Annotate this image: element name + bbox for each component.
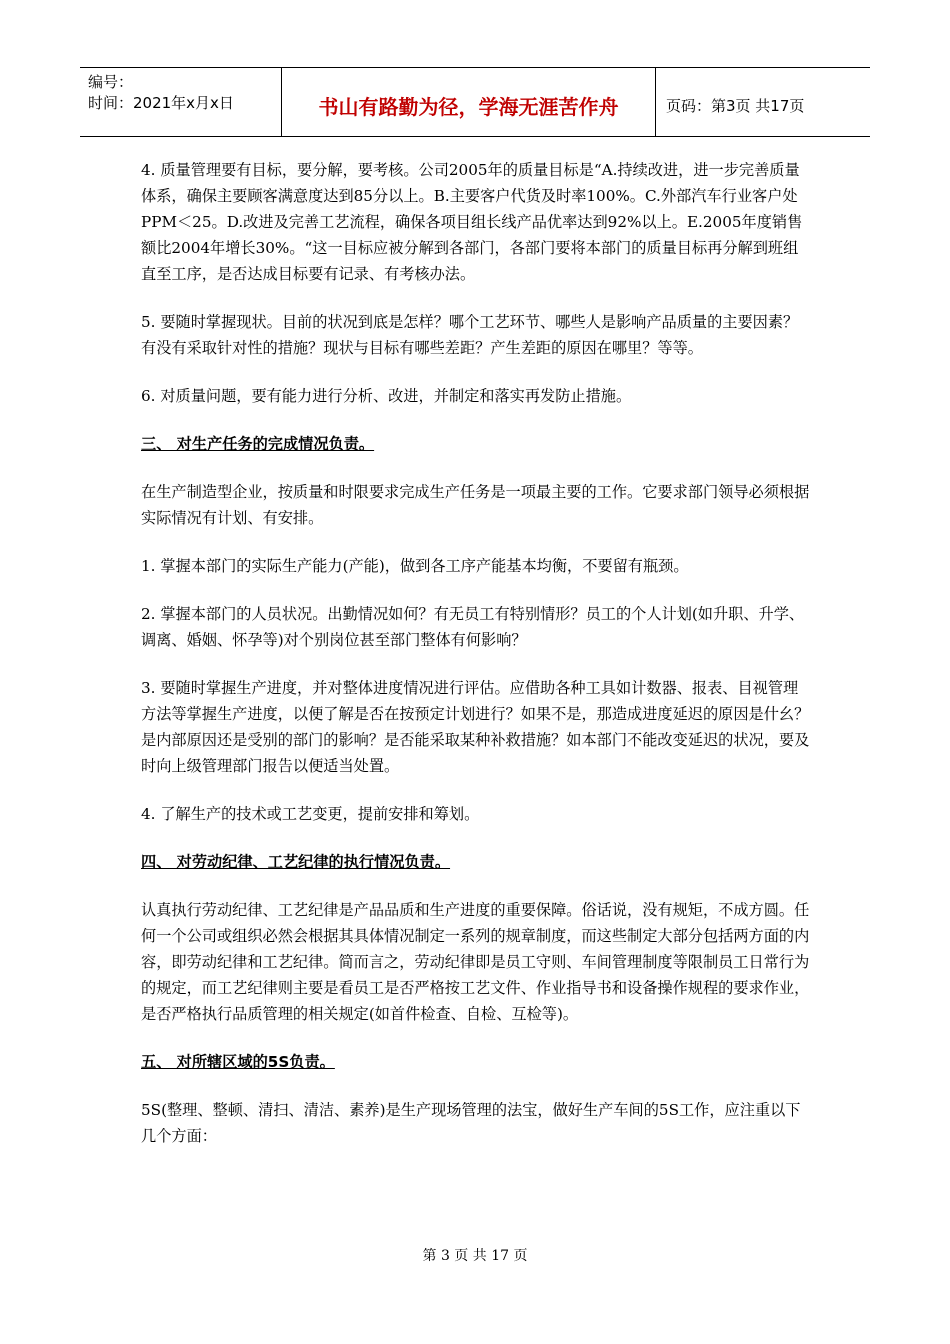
document-body — [141, 157, 811, 1171]
section-heading-4 — [141, 849, 811, 875]
paragraph-tech-change: 4. 了解生产的技术或工艺变更，提前安排和筹划。 — [141, 805, 480, 823]
paragraph-current-status: 5. 要随时掌握现状。目前的状况到底是怎样？哪个工艺环节、哪些人是影响产品质量的主要因素？有没有采取针对性的措施？现状与目标有哪些差距？产生差距的原因在哪里？等等。 — [141, 313, 799, 357]
paragraph-staffing: 2. 掌握本部门的人员状况。出勤情况如何？有无员工有特别情形？员工的个人计划(如升职、升学、调离、婚姻、怀孕等)对个别岗位甚至部门整体有何影响？ — [141, 605, 805, 649]
page-footer: 第 3 页 共 17 页 — [422, 1248, 528, 1264]
document-date-label: 时间：2021年x月x日 — [88, 94, 234, 112]
paragraph-capacity: 1. 掌握本部门的实际生产能力(产能)，做到各工序产能基本均衡，不要留有瓶颈。 — [141, 557, 689, 575]
section-heading-3-text: 三、 对生产任务的完成情况负责。 — [141, 435, 375, 453]
paragraph-quality-goals: 4. 质量管理要有目标，要分解，要考核。公司2005年的质量目标是“A.持续改进，进一步完善质量体系，确保主要顾客满意度达到85分以上。B.主要客户代货及时率100%。C.外部汽车行业客户处PPM＜25。D.改进及完善工艺流程，确保各项目组长线产品优率达到92%以上。E.2005年度销售额比2004年增长30%。“这一目标应被分解到各部门，各部门要将本部门的质量目标再分解到班组直至工序，是否达成目标要有记录、有考核办法。 — [141, 161, 803, 283]
paragraph-discipline: 认真执行劳动纪律、工艺纪律是产品品质和生产进度的重要保障。俗话说，没有规矩，不成方圆。任何一个公司或组织必然会根据其具体情况制定一系列的规章制度，而这些制定大部分包括两方面的内容，即劳动纪律和工艺纪律。简而言之，劳动纪律即是员工守则、车间管理制度等限制员工日常行为的规定，而工艺纪律则主要是看员工是否严格按工艺文件、作业指导书和设备操作规程的要求作业，是否严格执行品质管理的相关规定(如首件检查、自检、互检等)。 — [141, 901, 810, 1023]
page-header — [80, 67, 870, 137]
paragraph-progress: 3. 要随时掌握生产进度，并对整体进度情况进行评估。应借助各种工具如计数器、报表、目视管理方法等掌握生产进度，以便了解是否在按预定计划进行？如果不是，那造成进度延迟的原因是什幺？是内部原因还是受别的部门的影响？是否能采取某种补救措施？如本部门不能改变延迟的状况，要及时向上级管理部门报告以便适当处置。 — [141, 679, 810, 775]
paragraph-5s: 5S(整理、整顿、清扫、清洁、素养)是生产现场管理的法宝，做好生产车间的5S工作，应注重以下几个方面： — [141, 1101, 801, 1145]
header-left-cell — [80, 68, 282, 136]
section-heading-5 — [141, 1049, 811, 1075]
section-heading-4-text: 四、 对劳动纪律、工艺纪律的执行情况负责。 — [141, 853, 451, 871]
paragraph-production-intro: 在生产制造型企业，按质量和时限要求完成生产任务是一项最主要的工作。它要求部门领导必须根据实际情况有计划、有安排。 — [141, 483, 810, 527]
section-heading-3 — [141, 431, 811, 457]
header-page-info: 页码：第3页 共17页 — [666, 96, 805, 115]
paragraph-quality-analysis: 6. 对质量问题，要有能力进行分析、改进，并制定和落实再发防止措施。 — [141, 387, 632, 405]
section-heading-5-text: 五、 对所辖区域的5S负责。 — [141, 1053, 335, 1071]
header-motto: 书山有路勤为径，学海无涯苦作舟 — [282, 68, 656, 136]
document-number-label: 编号： — [88, 73, 134, 91]
